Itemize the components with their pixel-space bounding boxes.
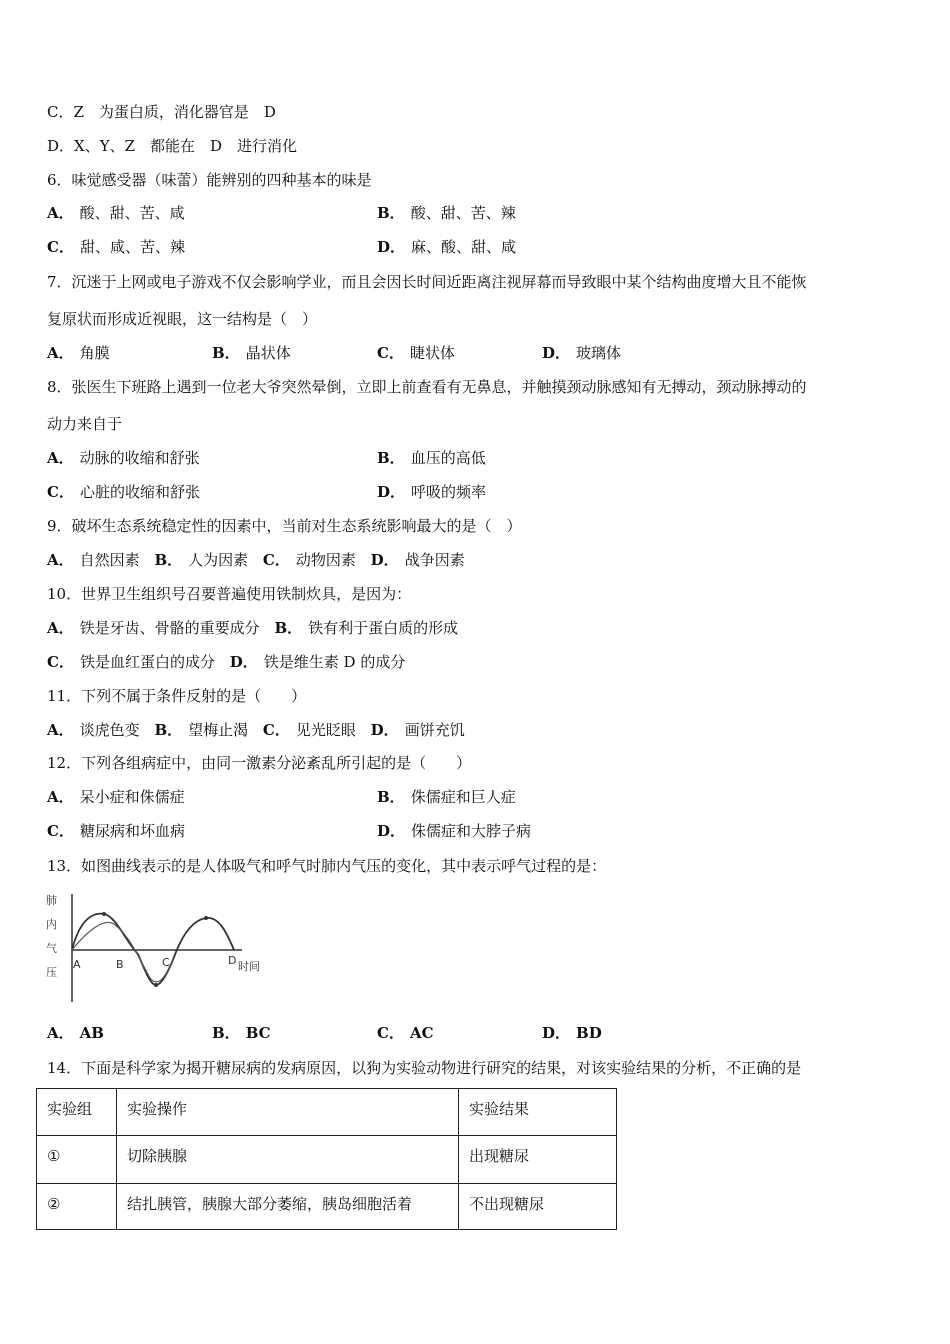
q8-option-a (47, 448, 200, 468)
y-label-char: 肺 (46, 894, 57, 907)
option-label: A． (47, 1024, 74, 1042)
q8-stem-line1: 8．张医生下班路上遇到一位老大爷突然晕倒，立即上前查看有无鼻息，并触摸颈动脉感知有无搏动，颈动脉搏动的 (47, 378, 807, 396)
option-label: B． (154, 721, 183, 739)
table-header-row (37, 1089, 617, 1136)
option-text: 人为因素 (188, 551, 249, 569)
q6-stem: 6．味觉感受器（味蕾）能辨别的四种基本的味是 (47, 171, 372, 189)
option-label: B． (154, 551, 183, 569)
q7-stem-line2: 复原状而形成近视眼，这一结构是（ ） (47, 310, 318, 328)
q8-option-c (47, 482, 200, 502)
option-label: B． (377, 449, 405, 467)
option-text: 铁是血红蛋白的成分 (79, 653, 215, 671)
q13-option-c (377, 1023, 434, 1043)
option-text: 心脏的收缩和舒张 (79, 483, 200, 501)
point-label-d: D (228, 954, 237, 967)
option-text: 麻、酸、甜、咸 (411, 238, 517, 256)
trough-marker (154, 983, 158, 987)
point-label-a: A (73, 958, 81, 971)
q10-options-row2 (47, 652, 405, 672)
option-text: 铁是维生素 D 的成分 (263, 653, 406, 671)
option-text: 晶状体 (245, 344, 291, 362)
q6-option-d (377, 237, 516, 257)
option-text: 睫状体 (409, 344, 455, 362)
option-label: C． (47, 238, 74, 256)
option-text: 呆小症和侏儒症 (79, 788, 185, 806)
q13-option-d (542, 1023, 602, 1043)
option-text: 画饼充饥 (404, 721, 465, 739)
option-label: C． (262, 721, 290, 739)
table-cell: 不出现糖尿 (459, 1184, 617, 1230)
q5-option-c: C．Z 为蛋白质，消化器官是 D (47, 103, 276, 121)
option-label: D． (542, 344, 571, 362)
q5-option-d: D．X、Y、Z 都能在 D 进行消化 (47, 137, 298, 155)
q12-option-a (47, 787, 185, 807)
table-cell: 出现糖尿 (459, 1136, 617, 1184)
option-text: BC (245, 1024, 271, 1042)
option-label: A． (47, 619, 74, 637)
q8-option-b (377, 448, 486, 468)
option-text: 糖尿病和坏血病 (79, 822, 185, 840)
option-label: A． (47, 344, 74, 362)
table-header: 实验结果 (459, 1089, 617, 1136)
table-cell: ① (37, 1136, 117, 1184)
q13-option-b (212, 1023, 271, 1043)
option-label: A． (47, 204, 74, 222)
q8-stem-line2: 动力来自于 (47, 415, 123, 433)
q7-option-d (542, 343, 621, 363)
y-label-char: 气 (46, 942, 57, 955)
option-label: D． (370, 721, 399, 739)
q12-option-b (377, 787, 516, 807)
q8-option-d (377, 482, 486, 502)
option-text: 呼吸的频率 (411, 483, 487, 501)
y-label-char: 压 (46, 966, 57, 979)
option-text: 侏儒症和巨人症 (410, 788, 516, 806)
option-text: 望梅止渴 (188, 721, 249, 739)
option-text: AB (79, 1024, 104, 1042)
q13-stem: 13．如图曲线表示的是人体吸气和呼气时肺内气压的变化，其中表示呼气过程的是： (47, 857, 607, 875)
option-label: B． (212, 1024, 240, 1042)
option-label: B． (377, 204, 405, 222)
option-label: C． (377, 1024, 404, 1042)
option-label: A． (47, 721, 74, 739)
q11-stem: 11．下列不属于条件反射的是（ ） (47, 687, 307, 705)
option-text: 战争因素 (404, 551, 465, 569)
table-row (37, 1184, 617, 1230)
peak-marker (204, 916, 208, 920)
option-text: 侏儒症和大脖子病 (411, 822, 532, 840)
q6-option-b (377, 203, 516, 223)
option-label: D． (377, 483, 406, 501)
option-text: AC (409, 1024, 434, 1042)
option-label: D． (370, 551, 399, 569)
option-text: 酸、甜、苦、辣 (410, 204, 516, 222)
table-header: 实验操作 (117, 1089, 459, 1136)
option-label: C． (262, 551, 290, 569)
q7-stem-line1: 7．沉迷于上网或电子游戏不仅会影响学业，而且会因长时间近距离注视屏幕而导致眼中某个结构曲度增大且不能恢 (47, 273, 807, 291)
peak-marker (102, 912, 106, 916)
option-label: D． (377, 238, 406, 256)
option-text: 甜、咸、苦、辣 (79, 238, 185, 256)
x-axis-label: 时间 (238, 960, 260, 973)
option-label: A． (47, 788, 74, 806)
option-label: D． (377, 822, 406, 840)
auxiliary-curve (72, 922, 174, 981)
option-text: 动脉的收缩和舒张 (79, 449, 200, 467)
option-text: 血压的高低 (410, 449, 486, 467)
lung-pressure-graph (42, 890, 282, 1008)
option-label: B． (212, 344, 240, 362)
option-label: B． (377, 788, 405, 806)
q7-option-c (377, 343, 455, 363)
option-text: 玻璃体 (576, 344, 622, 362)
q7-option-b (212, 343, 291, 363)
table-cell: ② (37, 1184, 117, 1230)
q12-option-c (47, 821, 185, 841)
q12-option-d (377, 821, 531, 841)
table-row (37, 1136, 617, 1184)
point-label-b: B (116, 958, 124, 971)
experiment-table (36, 1088, 617, 1230)
option-text: BD (576, 1024, 602, 1042)
q10-stem: 10．世界卫生组织号召要普遍使用铁制炊具，是因为： (47, 585, 412, 603)
q9-stem: 9．破坏生态系统稳定性的因素中，当前对生态系统影响最大的是（ ） (47, 517, 522, 535)
table-cell: 切除胰腺 (117, 1136, 459, 1184)
q6-option-a (47, 203, 185, 223)
q13-option-a (47, 1023, 104, 1043)
option-label: A． (47, 449, 74, 467)
option-text: 自然因素 (79, 551, 140, 569)
q7-option-a (47, 343, 110, 363)
option-text: 动物因素 (295, 551, 356, 569)
q10-options-row1 (47, 618, 458, 638)
option-text: 酸、甜、苦、咸 (79, 204, 185, 222)
option-text: 谈虎色变 (79, 721, 140, 739)
option-label: C． (377, 344, 404, 362)
option-label: C． (47, 822, 74, 840)
option-text: 铁有利于蛋白质的形成 (308, 619, 459, 637)
option-text: 见光眨眼 (295, 721, 356, 739)
q14-stem: 14．下面是科学家为揭开糖尿病的发病原因，以狗为实验动物进行研究的结果，对该实验结果的分析，不正确的是 (47, 1059, 802, 1077)
option-label: C． (47, 483, 74, 501)
option-label: C． (47, 653, 74, 671)
y-label-char: 内 (46, 918, 57, 931)
option-text: 角膜 (79, 344, 110, 362)
point-label-c: C (162, 956, 170, 969)
table-header: 实验组 (37, 1089, 117, 1136)
table-cell: 结扎胰管，胰腺大部分萎缩，胰岛细胞活着 (117, 1184, 459, 1230)
option-label: D． (229, 653, 258, 671)
option-label: D． (542, 1024, 571, 1042)
q11-options (47, 720, 465, 740)
q6-option-c (47, 237, 185, 257)
option-text: 铁是牙齿、骨骼的重要成分 (79, 619, 260, 637)
q12-stem: 12．下列各组病症中，由同一激素分泌紊乱所引起的是（ ） (47, 754, 472, 772)
option-label: B． (274, 619, 303, 637)
q9-options (47, 550, 465, 570)
option-label: A． (47, 551, 74, 569)
